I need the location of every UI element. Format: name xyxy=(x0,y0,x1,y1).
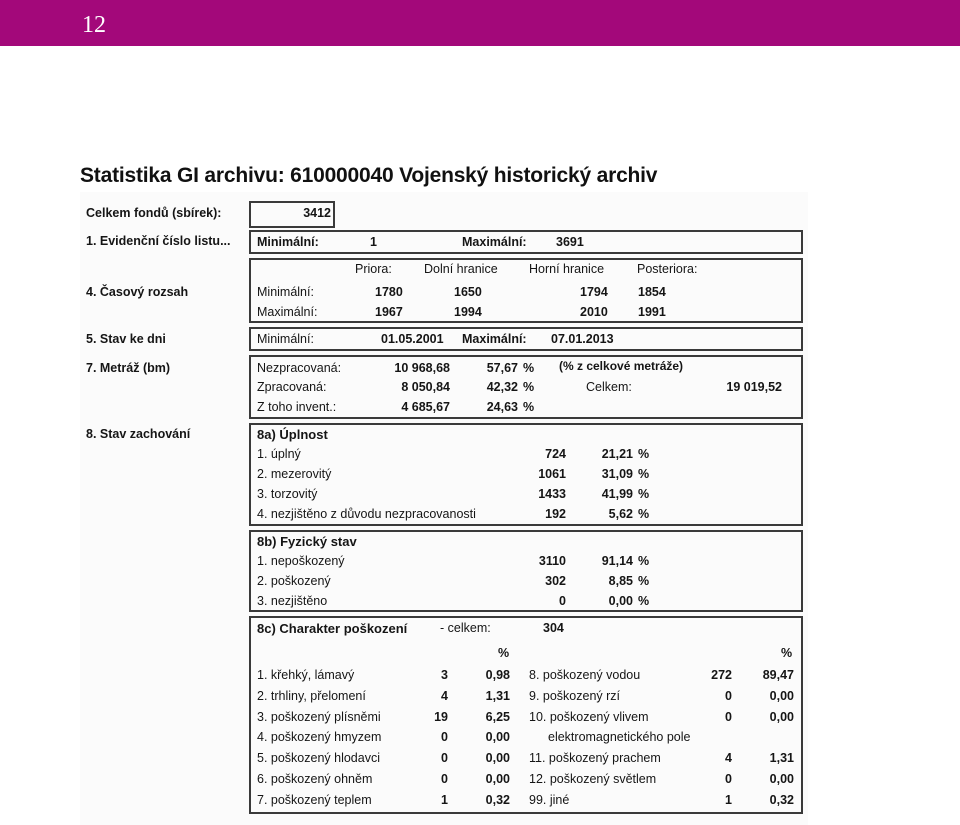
damage-left-label: 1. křehký, lámavý xyxy=(257,668,355,682)
damage-right-count: 4 xyxy=(725,751,732,765)
percent-sign: % xyxy=(638,467,650,481)
time-cell: 2010 xyxy=(580,305,608,319)
damage-right-label: 10. poškozený vlivem xyxy=(529,710,649,724)
completeness-row-label: 4. nezjištěno z důvodu nezpracovanosti xyxy=(257,507,476,521)
damage-left-pct: 0,98 xyxy=(485,668,510,682)
time-cell: 1794 xyxy=(580,285,608,299)
time-header-horni: Horní hranice xyxy=(529,262,605,276)
time-cell: 1780 xyxy=(375,285,403,299)
physical-row-label: 3. nezjištěno xyxy=(257,594,328,608)
percent-sign: % xyxy=(638,447,650,461)
percent-sign: % xyxy=(638,574,650,588)
time-header-dolni: Dolní hranice xyxy=(424,262,498,276)
damage-left-count: 0 xyxy=(441,730,448,744)
damage-title: 8c) Charakter poškození xyxy=(257,621,408,636)
completeness-count: 192 xyxy=(545,507,566,521)
damage-left-count: 1 xyxy=(441,793,448,807)
page-title: Statistika GI archivu: 610000040 Vojenský historický archiv xyxy=(80,164,658,187)
damage-right-pct: 0,00 xyxy=(769,689,794,703)
time-header-priora: Priora: xyxy=(355,262,392,276)
damage-left-pct: 0,32 xyxy=(485,793,510,807)
time-header-posteriora: Posteriora: xyxy=(637,262,698,276)
percent-sign: % xyxy=(523,400,535,414)
evidence-min-value: 1 xyxy=(370,235,377,249)
label-fonds-total: Celkem fondů (sbírek): xyxy=(86,206,222,220)
footage-note: (% z celkové metráže) xyxy=(559,359,684,373)
damage-right-label: elektromagnetického pole xyxy=(548,730,691,744)
time-row-label: Maximální: xyxy=(257,305,318,319)
evidence-max-label: Maximální: xyxy=(462,235,527,249)
label-preservation: 8. Stav zachování xyxy=(86,427,191,441)
label-footage: 7. Metráž (bm) xyxy=(86,361,171,375)
completeness-pct: 31,09 xyxy=(601,467,633,481)
completeness-pct: 21,21 xyxy=(601,447,633,461)
damage-right-label: 12. poškozený světlem xyxy=(529,772,657,786)
evidence-max-value: 3691 xyxy=(556,235,584,249)
damage-right-label: 11. poškozený prachem xyxy=(529,751,661,765)
damage-left-pct: 0,00 xyxy=(485,772,510,786)
damage-left-count: 4 xyxy=(441,689,448,703)
damage-total-label: - celkem: xyxy=(440,621,491,635)
state-max-label: Maximální: xyxy=(462,332,527,346)
damage-right-pct: 0,32 xyxy=(769,793,794,807)
physical-row-label: 1. nepoškozený xyxy=(257,554,345,568)
completeness-count: 1433 xyxy=(538,487,566,501)
damage-left-label: 7. poškozený teplem xyxy=(257,793,372,807)
completeness-row-label: 1. úplný xyxy=(257,447,301,461)
physical-pct: 8,85 xyxy=(608,574,633,588)
damage-right-count: 0 xyxy=(725,689,732,703)
damage-right-pct: 0,00 xyxy=(769,772,794,786)
physical-state-title: 8b) Fyzický stav xyxy=(257,534,357,549)
percent-sign: % xyxy=(638,487,650,501)
percent-sign: % xyxy=(638,594,650,608)
damage-right-count: 1 xyxy=(725,793,732,807)
damage-right-count: 0 xyxy=(725,710,732,724)
time-cell: 1991 xyxy=(638,305,666,319)
physical-count: 3110 xyxy=(538,554,566,568)
damage-right-count: 272 xyxy=(711,668,732,682)
damage-right-count: 0 xyxy=(725,772,732,786)
footage-total-label: Celkem: xyxy=(586,380,632,394)
damage-right-label: 8. poškozený vodou xyxy=(529,668,641,682)
page-number: 12 xyxy=(82,12,106,38)
footage-row-label: Nezpracovaná: xyxy=(257,361,342,375)
label-state-date: 5. Stav ke dni xyxy=(86,332,166,346)
damage-left-count: 19 xyxy=(434,710,448,724)
percent-sign: % xyxy=(638,507,650,521)
damage-left-pct-header: % xyxy=(498,646,510,660)
damage-right-label: 9. poškozený rzí xyxy=(529,689,621,703)
time-cell: 1967 xyxy=(375,305,403,319)
footage-value: 8 050,84 xyxy=(401,380,450,394)
state-max-value: 07.01.2013 xyxy=(551,332,614,346)
footage-pct: 42,32 xyxy=(486,380,518,394)
damage-right-pct: 1,31 xyxy=(769,751,794,765)
damage-left-pct: 6,25 xyxy=(485,710,510,724)
percent-sign: % xyxy=(638,554,650,568)
time-cell: 1650 xyxy=(454,285,482,299)
footage-row-label: Z toho invent.: xyxy=(257,400,337,414)
damage-left-label: 5. poškozený hlodavci xyxy=(257,751,380,765)
fonds-total-value: 3412 xyxy=(303,206,331,220)
damage-left-count: 0 xyxy=(441,751,448,765)
damage-left-pct: 0,00 xyxy=(485,730,510,744)
damage-right-pct: 0,00 xyxy=(769,710,794,724)
footage-value: 10 968,68 xyxy=(394,361,450,375)
state-min-value: 01.05.2001 xyxy=(381,332,444,346)
damage-right-pct-header: % xyxy=(781,646,793,660)
physical-count: 0 xyxy=(559,594,566,608)
completeness-count: 1061 xyxy=(538,467,566,481)
damage-total-value: 304 xyxy=(543,621,564,635)
damage-left-pct: 0,00 xyxy=(485,751,510,765)
footage-pct: 24,63 xyxy=(486,400,518,414)
damage-left-pct: 1,31 xyxy=(485,689,510,703)
percent-sign: % xyxy=(523,380,535,394)
damage-left-label: 2. trhliny, přelomení xyxy=(257,689,366,703)
physical-row-label: 2. poškozený xyxy=(257,574,331,588)
damage-right-label: 99. jiné xyxy=(529,793,570,807)
state-min-label: Minimální: xyxy=(257,332,314,346)
physical-count: 302 xyxy=(545,574,566,588)
label-evidence-number: 1. Evidenční číslo listu... xyxy=(86,234,231,248)
damage-left-label: 6. poškozený ohněm xyxy=(257,772,373,786)
completeness-pct: 5,62 xyxy=(608,507,633,521)
damage-left-label: 3. poškozený plísněmi xyxy=(257,710,381,724)
time-row-label: Minimální: xyxy=(257,285,314,299)
footage-total-value: 19 019,52 xyxy=(726,380,782,394)
percent-sign: % xyxy=(523,361,535,375)
evidence-min-label: Minimální: xyxy=(257,235,319,249)
damage-left-label: 4. poškozený hmyzem xyxy=(257,730,382,744)
completeness-title: 8a) Úplnost xyxy=(257,427,328,442)
time-cell: 1994 xyxy=(454,305,482,319)
damage-right-pct: 89,47 xyxy=(762,668,794,682)
footage-row-label: Zpracovaná: xyxy=(257,380,327,394)
completeness-row-label: 2. mezerovitý xyxy=(257,467,332,481)
completeness-pct: 41,99 xyxy=(601,487,633,501)
label-time-range: 4. Časový rozsah xyxy=(86,285,189,299)
completeness-count: 724 xyxy=(545,447,566,461)
page-header-bar xyxy=(0,0,960,46)
damage-left-count: 0 xyxy=(441,772,448,786)
footage-value: 4 685,67 xyxy=(401,400,450,414)
damage-left-count: 3 xyxy=(441,668,448,682)
completeness-row-label: 3. torzovitý xyxy=(257,487,318,501)
physical-pct: 0,00 xyxy=(608,594,633,608)
footage-pct: 57,67 xyxy=(486,361,518,375)
physical-pct: 91,14 xyxy=(601,554,633,568)
time-range-box xyxy=(249,258,803,323)
time-cell: 1854 xyxy=(638,285,666,299)
